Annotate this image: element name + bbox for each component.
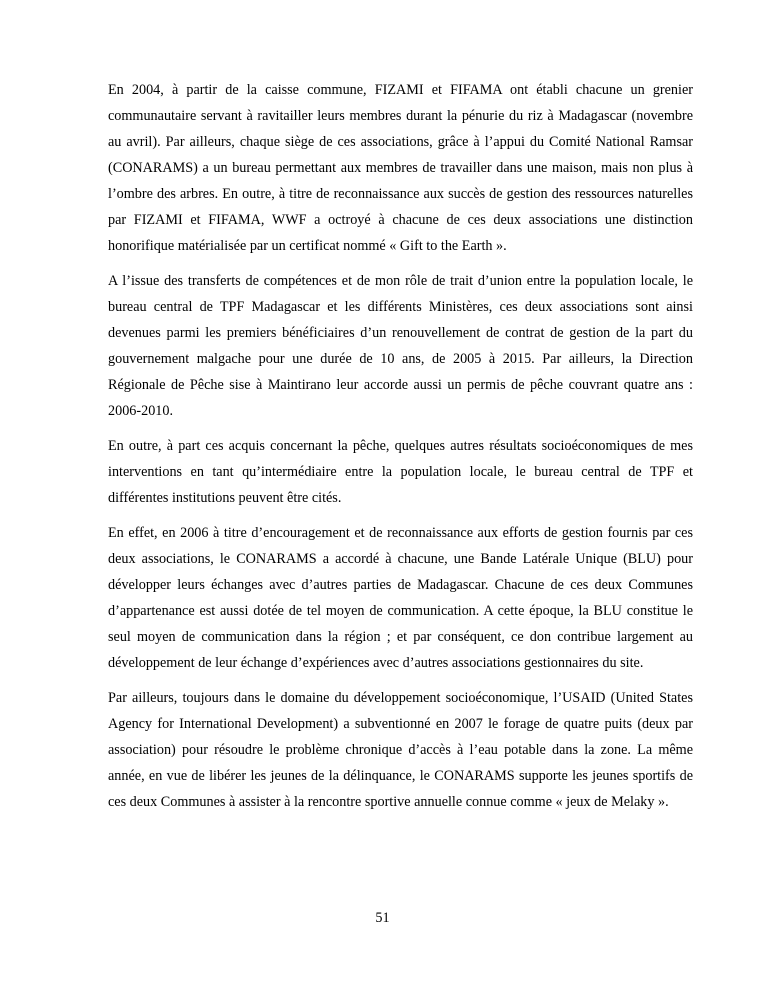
page-number: 51: [375, 910, 390, 926]
paragraph-5: Par ailleurs, toujours dans le domaine du développement socioéconomique, l’USAID (United States Agency for International Development) a subventionné en 2007 le forage de quatre puits (deux par association) pour résoudre le problème chronique d’accès à l’eau potable dans la zone. La même année, en vue de libérer les jeunes de la délinquance, le CONARAMS supporte les jeunes sportifs de ces deux Communes à assister à la rencontre sportive annuelle connue comme « jeux de Melaky ».: [108, 690, 693, 810]
page-body: [108, 77, 693, 824]
paragraph-1: En 2004, à partir de la caisse commune, FIZAMI et FIFAMA ont établi chacune un grenier communautaire servant à ravitailler leurs membres durant la pénurie du riz à Madagascar (novembre au avril). Par ailleurs, chaque siège de ces associations, grâce à l’appui du Comité National Ramsar (CONARAMS) a un bureau permettant aux membres de travailler dans une maison, mais non plus à l’ombre des arbres. En outre, à titre de reconnaissance aux succès de gestion des ressources naturelles par FIZAMI et FIFAMA, WWF a octroyé à chacune de ces deux associations une distinction honorifique matérialisée par un certificat nommé « Gift to the Earth ».: [108, 82, 693, 254]
paragraph-4: En effet, en 2006 à titre d’encouragement et de reconnaissance aux efforts de gestion fournis par ces deux associations, le CONARAMS a accordé à chacune, une Bande Latérale Unique (BLU) pour développer leurs échanges avec d’autres parties de Madagascar. Chacune de ces deux Communes d’appartenance est aussi dotée de tel moyen de communication. A cette époque, la BLU constitue le seul moyen de communication dans la région ; et par conséquent, ce don contribue largement au développement de leur échange d’expériences avec d’autres associations gestionnaires du site.: [108, 525, 693, 671]
paragraph-2: A l’issue des transferts de compétences et de mon rôle de trait d’union entre la population locale, le bureau central de TPF Madagascar et les différents Ministères, ces deux associations sont ainsi devenues parmi les premiers bénéficiaires d’un renouvellement de contrat de gestion de la part du gouvernement malgache pour une durée de 10 ans, de 2005 à 2015. Par ailleurs, la Direction Régionale de Pêche sise à Maintirano leur accorde aussi un permis de pêche couvrant quatre ans : 2006-2010.: [108, 273, 693, 419]
paragraph-3: En outre, à part ces acquis concernant la pêche, quelques autres résultats socioéconomiques de mes interventions en tant qu’intermédiaire entre la population locale, le bureau central de TPF et différentes institutions peuvent être cités.: [108, 438, 693, 506]
